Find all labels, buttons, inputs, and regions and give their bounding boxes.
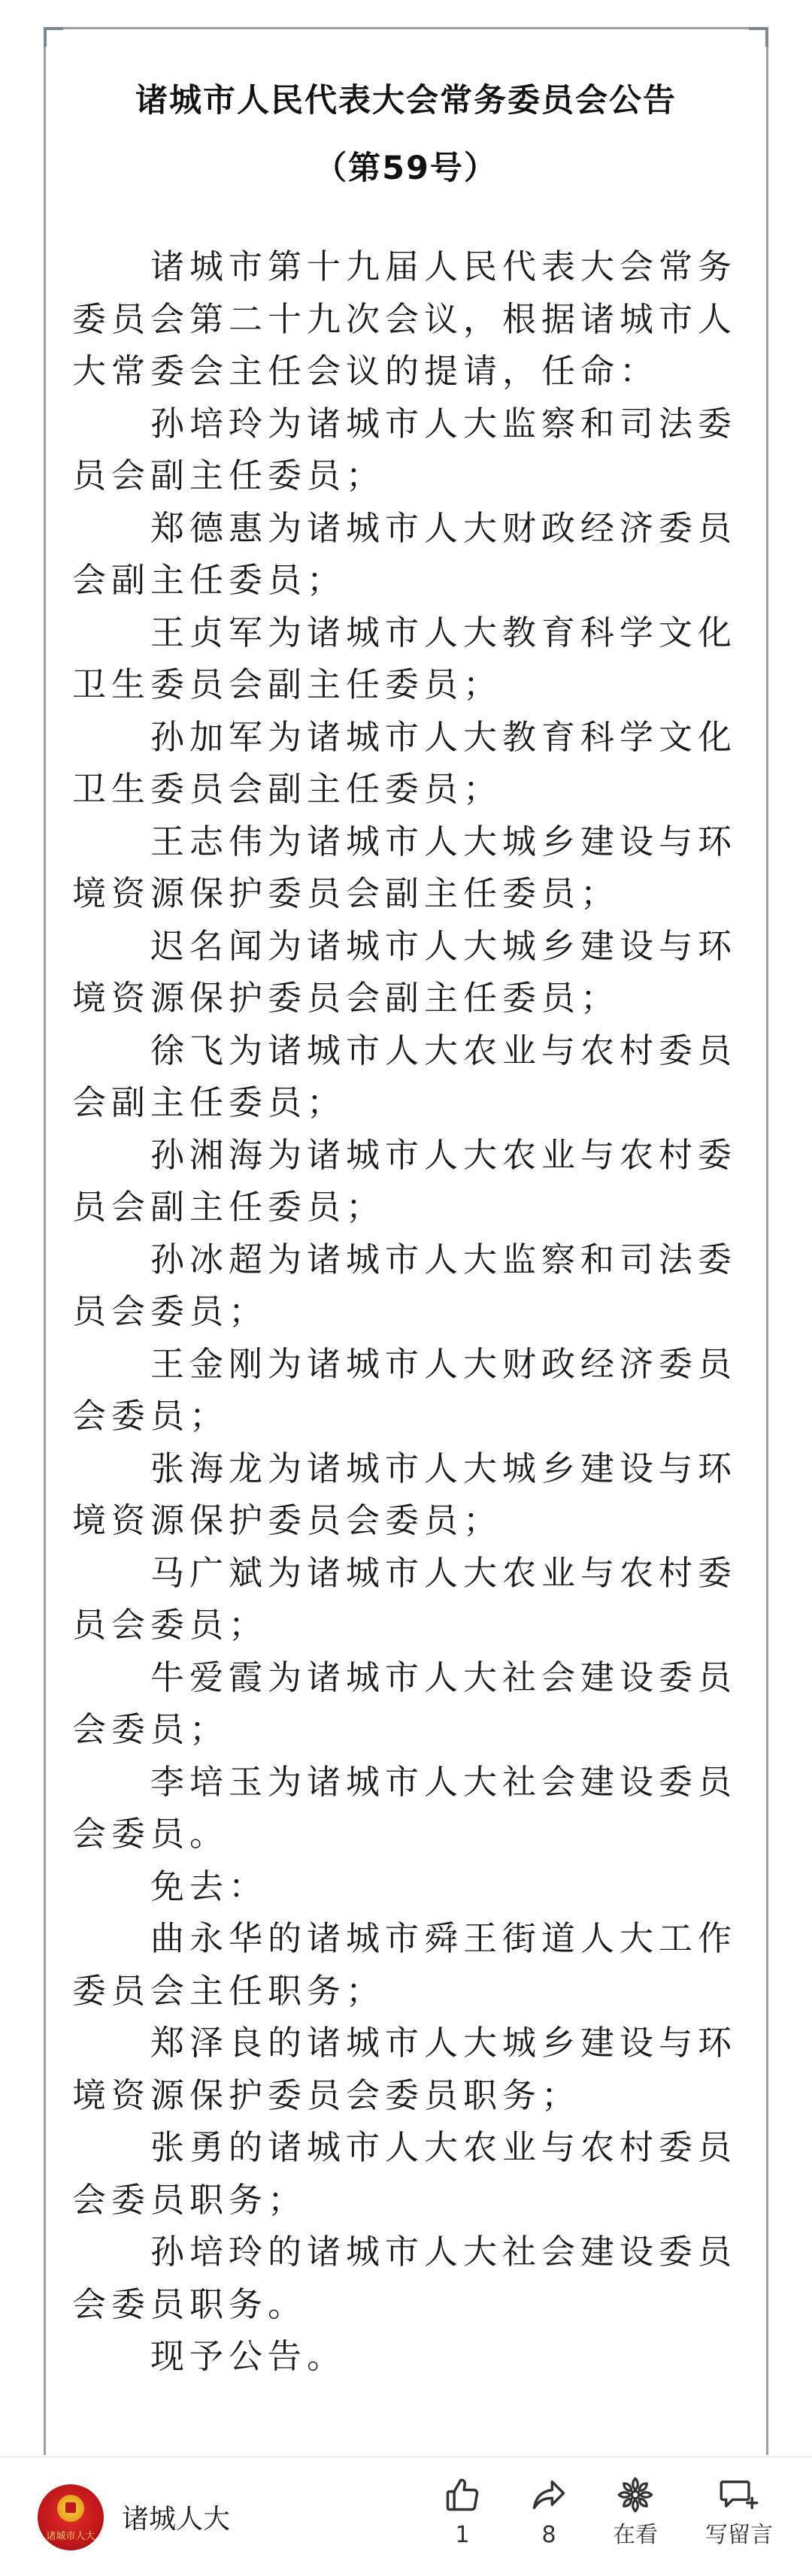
paragraph: 徐飞为诸城市人大农业与农村委员会副主任委员； (72, 1030, 738, 1122)
article-body (72, 241, 740, 2383)
paragraph: 张勇的诸城市人大农业与农村委员会委员职务； (72, 2127, 738, 2220)
paragraph: 李培玉为诸城市人大社会建设委员会委员。 (72, 1761, 738, 1854)
write-comment-button[interactable] (690, 2475, 788, 2549)
emblem-icon (57, 2495, 84, 2522)
paragraph: 现予公告。 (150, 2336, 347, 2376)
like-count: 1 (455, 2522, 470, 2548)
watching-flower-icon (616, 2475, 655, 2514)
avatar-caption: 诸城市人大 (46, 2531, 95, 2542)
paragraph: 曲永华的诸城市舜王街道人大工作委员会主任职务； (72, 1918, 738, 2011)
paragraph: 免去： (150, 1866, 268, 1906)
share-arrow-icon (529, 2475, 568, 2514)
paragraph: 孙冰超为诸城市人大监察和司法委员会委员； (72, 1239, 738, 1331)
share-count: 8 (541, 2522, 556, 2548)
paragraph: 马广斌为诸城市人大农业与农村委员会委员； (72, 1552, 738, 1645)
paragraph: 张海龙为诸城市人大城乡建设与环境资源保护委员会委员； (72, 1448, 738, 1540)
paragraph: 郑德惠为诸城市人大财政经济委员会副主任委员； (72, 507, 738, 600)
paragraph: 王志伟为诸城市人大城乡建设与环境资源保护委员会副主任委员； (72, 821, 738, 913)
watching-button[interactable] (598, 2475, 673, 2549)
frame-corner-left (44, 27, 63, 47)
paragraph: 王贞军为诸城市人大教育科学文化卫生委员会副主任委员； (72, 612, 738, 704)
bottom-action-bar (0, 2456, 812, 2576)
write-comment-label: 写留言 (705, 2522, 773, 2548)
frame-corner-right (749, 27, 768, 47)
paragraph: 牛爱霞为诸城市人大社会建设委员会委员； (72, 1657, 738, 1749)
thumbs-up-icon (443, 2475, 482, 2514)
account-name[interactable]: 诸城人大 (122, 2504, 231, 2535)
page-title: 诸城市人民代表大会常务委员会公告 (135, 82, 677, 120)
account-avatar[interactable] (38, 2484, 104, 2550)
paragraph: 孙培玲的诸城市人大社会建设委员会委员职务。 (72, 2232, 738, 2324)
paragraph: 孙湘海为诸城市人大农业与农村委员会副主任委员； (72, 1134, 738, 1227)
paragraph: 迟名闻为诸城市人大城乡建设与环境资源保护委员会副主任委员； (72, 925, 738, 1018)
paragraph: 孙培玲为诸城市人大监察和司法委员会副主任委员； (72, 403, 738, 495)
comment-plus-icon (718, 2475, 760, 2514)
paragraph: 诸城市第十九届人民代表大会常务委员会第二十九次会议，根据诸城市人大常委会主任会议的提请，任命： (72, 247, 738, 391)
announcement-number: （第59号） (314, 150, 498, 187)
share-button[interactable] (511, 2475, 586, 2549)
watching-label: 在看 (613, 2522, 658, 2548)
paragraph: 王金刚为诸城市人大财政经济委员会委员； (72, 1343, 738, 1436)
paragraph: 孙加军为诸城市人大教育科学文化卫生委员会副主任委员； (72, 716, 738, 809)
like-button[interactable] (425, 2475, 500, 2549)
paragraph: 郑泽良的诸城市人大城乡建设与环境资源保护委员会委员职务； (72, 2023, 738, 2115)
